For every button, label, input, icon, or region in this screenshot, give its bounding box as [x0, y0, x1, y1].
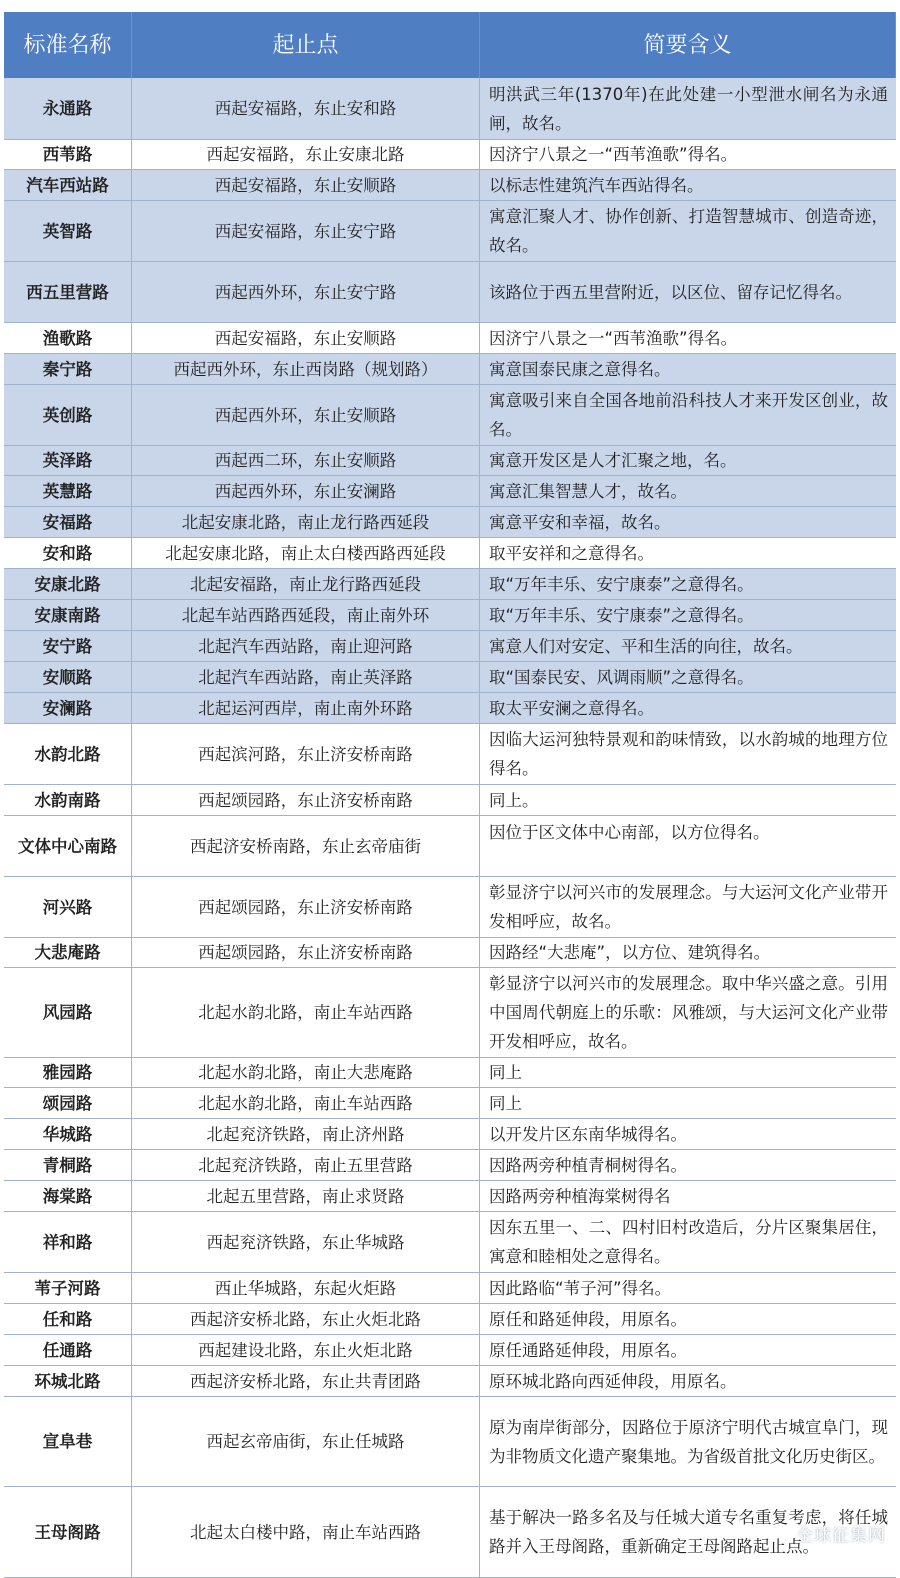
table-row — [4, 476, 896, 507]
road-meaning-cell: 取“万年丰乐、安宁康泰”之意得名。 — [489, 605, 754, 625]
road-meaning-cell: 寓意人们对安定、平和生活的向往，故名。 — [489, 636, 803, 656]
road-name-table — [4, 12, 896, 1578]
road-meaning-cell: 取太平安澜之意得名。 — [489, 698, 654, 718]
road-meaning-cell: 彰显济宁以河兴市的发展理念。取中华兴盛之意。引用中国周代朝庭上的乐歌：风雅颂，与大运河文化产业带开发相呼应，故名。 — [489, 974, 888, 1051]
road-meaning-cell: 明洪武三年(1370年)在此处建一小型泄水闸名为永通闸，故名。 — [489, 84, 888, 133]
table-row — [4, 938, 896, 968]
table-row — [4, 1366, 896, 1397]
table-row — [4, 600, 896, 631]
road-range-cell: 西起济安桥南路，东止玄帝庙街 — [132, 816, 480, 876]
road-range-cell: 北起水韵北路，南止车站西路 — [132, 1088, 480, 1118]
road-meaning-cell: 原环城北路向西延伸段，用原名。 — [489, 1371, 737, 1391]
road-name-cell: 任和路 — [4, 1304, 132, 1334]
road-range-cell: 西起颂园路，东止济安桥南路 — [132, 938, 480, 967]
road-name-cell: 大悲庵路 — [4, 938, 132, 967]
table-row — [4, 1150, 896, 1181]
road-range-cell: 西起安福路，东止安顺路 — [132, 170, 480, 200]
road-name-cell: 王母阁路 — [4, 1487, 132, 1577]
road-range-cell: 西起颂园路，东止济安桥南路 — [132, 785, 480, 815]
road-name-cell: 任通路 — [4, 1335, 132, 1365]
road-meaning-cell: 原任和路延伸段，用原名。 — [489, 1309, 687, 1329]
road-name-cell: 河兴路 — [4, 877, 132, 937]
road-name-cell: 安康南路 — [4, 600, 132, 630]
table-row — [4, 1088, 896, 1119]
road-meaning-cell: 同上 — [489, 1063, 522, 1082]
road-name-cell: 西五里营路 — [4, 262, 132, 322]
road-range-cell: 北起兖济铁路，南止济州路 — [132, 1119, 480, 1149]
road-name-cell: 青桐路 — [4, 1150, 132, 1180]
table-row — [4, 569, 896, 600]
road-range-cell: 西起西外环，东止安澜路 — [132, 476, 480, 506]
road-meaning-cell: 寓意平安和幸福，故名。 — [489, 512, 671, 532]
road-name-cell: 英慧路 — [4, 476, 132, 506]
table-body — [4, 78, 896, 1578]
road-name-cell: 安顺路 — [4, 662, 132, 692]
road-meaning-cell: 该路位于西五里营附近，以区位、留存记忆得名。 — [489, 282, 852, 302]
table-row — [4, 693, 896, 724]
road-name-cell: 苇子河路 — [4, 1273, 132, 1303]
road-range-cell: 西起西二环，东止安顺路 — [132, 446, 480, 475]
road-meaning-cell: 寓意国泰民康之意得名。 — [489, 359, 671, 379]
road-range-cell: 北起水韵北路，南止车站西路 — [132, 968, 480, 1057]
road-range-cell: 北起五里营路，南止求贤路 — [132, 1181, 480, 1211]
table-row — [4, 1487, 896, 1578]
road-range-cell: 北起安康北路，南止龙行路西延段 — [132, 507, 480, 537]
road-range-cell: 西起兖济铁路，东止华城路 — [132, 1212, 480, 1272]
road-meaning-cell: 寓意开发区是人才汇聚之地，名。 — [489, 451, 737, 470]
road-meaning-cell: 因路两旁种植青桐树得名。 — [489, 1155, 687, 1175]
road-name-cell: 风园路 — [4, 968, 132, 1057]
road-meaning-cell: 寓意汇聚人才、协作创新、打造智慧城市、创造奇迹，故名。 — [489, 207, 888, 255]
road-range-cell: 西起济安桥北路，东止火炬北路 — [132, 1304, 480, 1334]
road-name-cell: 安康北路 — [4, 569, 132, 599]
road-name-cell: 安宁路 — [4, 631, 132, 661]
road-name-cell: 西苇路 — [4, 140, 132, 169]
table-row — [4, 631, 896, 662]
road-meaning-cell: 因路两旁种植海棠树得名 — [489, 1186, 671, 1206]
table-row — [4, 538, 896, 569]
road-range-cell: 西起西外环，东止安顺路 — [132, 385, 480, 445]
road-name-cell: 英智路 — [4, 201, 132, 261]
road-name-cell: 安澜路 — [4, 693, 132, 723]
road-meaning-cell: 因济宁八景之一“西苇渔歌”得名。 — [489, 145, 738, 164]
road-meaning-cell: 以开发片区东南华城得名。 — [489, 1124, 687, 1144]
table-row — [4, 877, 896, 938]
road-meaning-cell: 原为南岸街部分，因路位于原济宁明代古城宣阜门，现为非物质文化遗产聚集地。为省级首批文化历史街区。 — [489, 1417, 888, 1466]
road-range-cell: 西起安福路，东止安和路 — [132, 78, 480, 139]
road-range-cell: 西起滨河路，东止济安桥南路 — [132, 724, 480, 784]
road-range-cell: 北起汽车西站路，南止英泽路 — [132, 662, 480, 692]
road-meaning-cell: 原任通路延伸段，用原名。 — [489, 1340, 687, 1360]
road-meaning-cell: 彰显济宁以河兴市的发展理念。与大运河文化产业带开发相呼应，故名。 — [489, 883, 888, 931]
table-row — [4, 816, 896, 877]
road-meaning-cell: 因此路临“苇子河”得名。 — [489, 1278, 672, 1298]
table-row — [4, 1397, 896, 1487]
road-range-cell: 北起安康北路，南止太白楼西路西延段 — [132, 538, 480, 568]
road-name-cell: 秦宁路 — [4, 354, 132, 384]
road-name-cell: 安福路 — [4, 507, 132, 537]
road-range-cell: 北起水韵北路，南止大悲庵路 — [132, 1058, 480, 1087]
road-name-cell: 祥和路 — [4, 1212, 132, 1272]
road-name-cell: 文体中心南路 — [4, 816, 132, 876]
watermark: 全球征集网 — [796, 1526, 886, 1546]
road-name-cell: 环城北路 — [4, 1366, 132, 1396]
road-name-cell: 水韵南路 — [4, 785, 132, 815]
table-row — [4, 1212, 896, 1273]
header-name: 标准名称 — [4, 12, 132, 78]
road-range-cell: 北起太白楼中路，南止车站西路 — [132, 1487, 480, 1577]
road-name-cell: 宣阜巷 — [4, 1397, 132, 1486]
road-range-cell: 北起运河西岸，南止南外环路 — [132, 693, 480, 723]
table-row — [4, 1304, 896, 1335]
road-name-cell: 汽车西站路 — [4, 170, 132, 200]
table-row — [4, 1181, 896, 1212]
road-meaning-cell: 取“万年丰乐、安宁康泰”之意得名。 — [489, 574, 754, 594]
road-meaning-cell: 因济宁八景之一“西苇渔歌”得名。 — [489, 328, 738, 348]
road-meaning-cell: 取“国泰民安、风调雨顺”之意得名。 — [489, 667, 754, 687]
road-range-cell: 北起车站西路西延段，南止南外环 — [132, 600, 480, 630]
road-range-cell: 西起西外环，东止西岗路（规划路） — [132, 354, 480, 384]
road-meaning-cell: 因位于区文体中心南部，以方位得名。 — [489, 823, 770, 842]
road-range-cell: 北起兖济铁路，南止五里营路 — [132, 1150, 480, 1180]
road-name-cell: 海棠路 — [4, 1181, 132, 1211]
road-name-cell: 雅园路 — [4, 1058, 132, 1087]
table-row — [4, 385, 896, 446]
table-row — [4, 323, 896, 354]
road-meaning-cell: 因路经“大悲庵”，以方位、建筑得名。 — [489, 943, 771, 962]
road-name-cell: 英创路 — [4, 385, 132, 445]
road-range-cell: 西起玄帝庙街，东止任城路 — [132, 1397, 480, 1486]
road-name-cell: 英泽路 — [4, 446, 132, 475]
road-range-cell: 西起安福路，东止安顺路 — [132, 323, 480, 353]
road-name-cell: 水韵北路 — [4, 724, 132, 784]
road-range-cell: 西起建设北路，东止火炬北路 — [132, 1335, 480, 1365]
table-row — [4, 262, 896, 323]
road-meaning-cell: 因临大运河独特景观和韵味情致，以水韵城的地理方位得名。 — [489, 730, 888, 778]
header-meaning: 简要含义 — [480, 12, 896, 78]
road-meaning-cell: 以标志性建筑汽车西站得名。 — [489, 175, 704, 195]
table-row — [4, 968, 896, 1058]
road-range-cell: 西起安福路，东止安宁路 — [132, 201, 480, 261]
table-row — [4, 78, 896, 140]
table-row — [4, 1335, 896, 1366]
table-row — [4, 785, 896, 816]
table-row — [4, 354, 896, 385]
road-meaning-cell: 取平安祥和之意得名。 — [489, 543, 654, 563]
table-row — [4, 1119, 896, 1150]
road-range-cell: 西起西外环，东止安宁路 — [132, 262, 480, 322]
road-meaning-cell: 因东五里一、二、四村旧村改造后，分片区聚集居住，寓意和睦相处之意得名。 — [489, 1218, 888, 1266]
road-name-cell: 永通路 — [4, 78, 132, 139]
road-name-cell: 华城路 — [4, 1119, 132, 1149]
table-row — [4, 140, 896, 170]
road-range-cell: 西起颂园路，东止济安桥南路 — [132, 877, 480, 937]
table-row — [4, 170, 896, 201]
road-meaning-cell: 寓意汇集智慧人才，故名。 — [489, 481, 687, 501]
road-meaning-cell: 同上。 — [489, 790, 539, 810]
table-row — [4, 1273, 896, 1304]
table-row — [4, 662, 896, 693]
road-meaning-cell: 基于解决一路多名及与任城大道专名重复考虑，将任城路并入王母阁路，重新确定王母阁路起止点。 — [489, 1508, 888, 1556]
road-range-cell: 西止华城路，东起火炬路 — [132, 1273, 480, 1303]
road-range-cell: 北起汽车西站路，南止迎河路 — [132, 631, 480, 661]
table-row — [4, 724, 896, 785]
road-meaning-cell: 寓意吸引来自全国各地前沿科技人才来开发区创业，故名。 — [489, 391, 888, 439]
table-row — [4, 446, 896, 476]
road-name-cell: 安和路 — [4, 538, 132, 568]
road-range-cell: 西起安福路，东止安康北路 — [132, 140, 480, 169]
table-header — [4, 12, 896, 78]
table-row — [4, 507, 896, 538]
table-row — [4, 201, 896, 262]
road-name-cell: 渔歌路 — [4, 323, 132, 353]
road-range-cell: 西起济安桥北路，东止共青团路 — [132, 1366, 480, 1396]
road-name-cell: 颂园路 — [4, 1088, 132, 1118]
road-range-cell: 北起安福路，南止龙行路西延段 — [132, 569, 480, 599]
header-range: 起止点 — [132, 12, 480, 78]
table-row — [4, 1058, 896, 1088]
road-meaning-cell: 同上 — [489, 1093, 522, 1113]
